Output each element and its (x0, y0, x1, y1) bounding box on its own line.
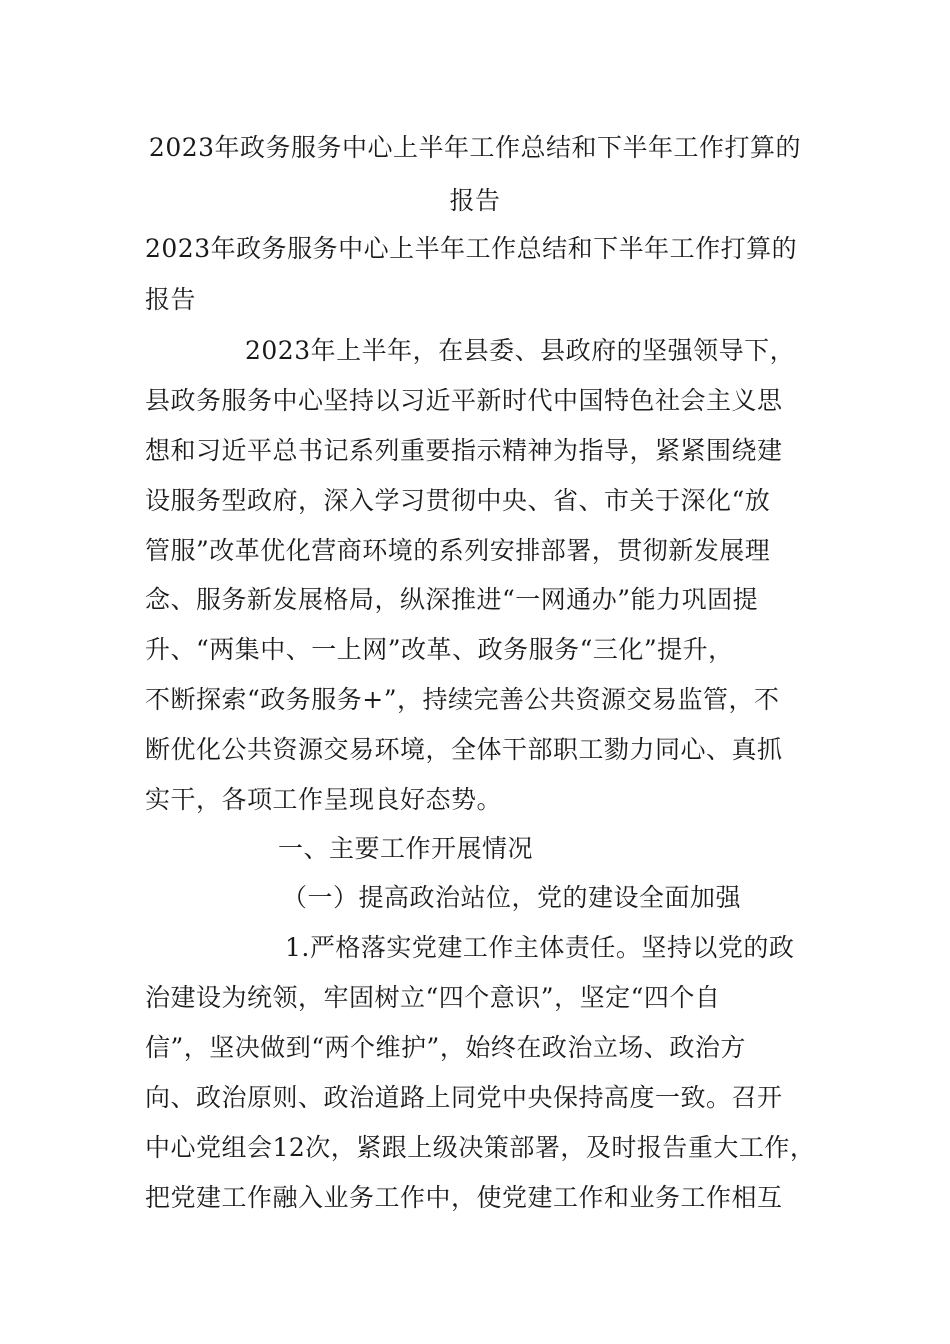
intro-line: 断优化公共资源交易环境，全体干部职工勠力同心、真抓 (145, 735, 783, 764)
intro-line: 想和习近平总书记系列重要指示精神为指导，紧紧围绕建 (145, 436, 783, 465)
document-title-line-1: 2023年政务服务中心上半年工作总结和下半年工作打算的 (148, 133, 802, 162)
document-subtitle-line-2: 报告 (145, 285, 197, 314)
intro-line: 升、“两集中、一上网”改革、政务服务“三化”提升， (145, 635, 734, 664)
intro-line: 2023年上半年，在县委、县政府的坚强领导下， (245, 336, 796, 365)
body-line: 向、政治原则、政治道路上同党中央保持高度一致。召开 (145, 1083, 783, 1112)
intro-line: 设服务型政府，深入学习贯彻中央、省、市关于深化“放 (145, 486, 771, 515)
intro-line: 念、服务新发展格局，纵深推进“一网通办”能力巩固提 (145, 585, 759, 614)
intro-line: 实干，各项工作呈现良好态势。 (145, 785, 503, 814)
intro-line: 管服”改革优化营商环境的系列安排部署，贯彻新发展理 (145, 536, 771, 565)
body-line: 1.严格落实党建工作主体责任。坚持以党的政 (285, 933, 795, 962)
document-subtitle-line-1: 2023年政务服务中心上半年工作总结和下半年工作打算的 (145, 234, 798, 263)
section-heading: 一、主要工作开展情况 (278, 834, 534, 863)
intro-line: 不断探索“政务服务+”，持续完善公共资源交易监管，不 (145, 685, 780, 714)
body-line: 治建设为统领，牢固树立“四个意识”，坚定“四个自 (145, 983, 721, 1012)
subsection-heading: （一）提高政治站位，党的建设全面加强 (282, 883, 742, 912)
body-line: 信”，坚决做到“两个维护”，始终在政治立场、政治方 (145, 1033, 746, 1062)
intro-line: 县政务服务中心坚持以习近平新时代中国特色社会主义思 (145, 386, 783, 415)
document-title-line-2: 报告 (449, 186, 501, 215)
body-line: 中心党组会12次，紧跟上级决策部署，及时报告重大工作， (145, 1133, 816, 1162)
body-line: 把党建工作融入业务工作中，使党建工作和业务工作相互 (145, 1183, 783, 1212)
